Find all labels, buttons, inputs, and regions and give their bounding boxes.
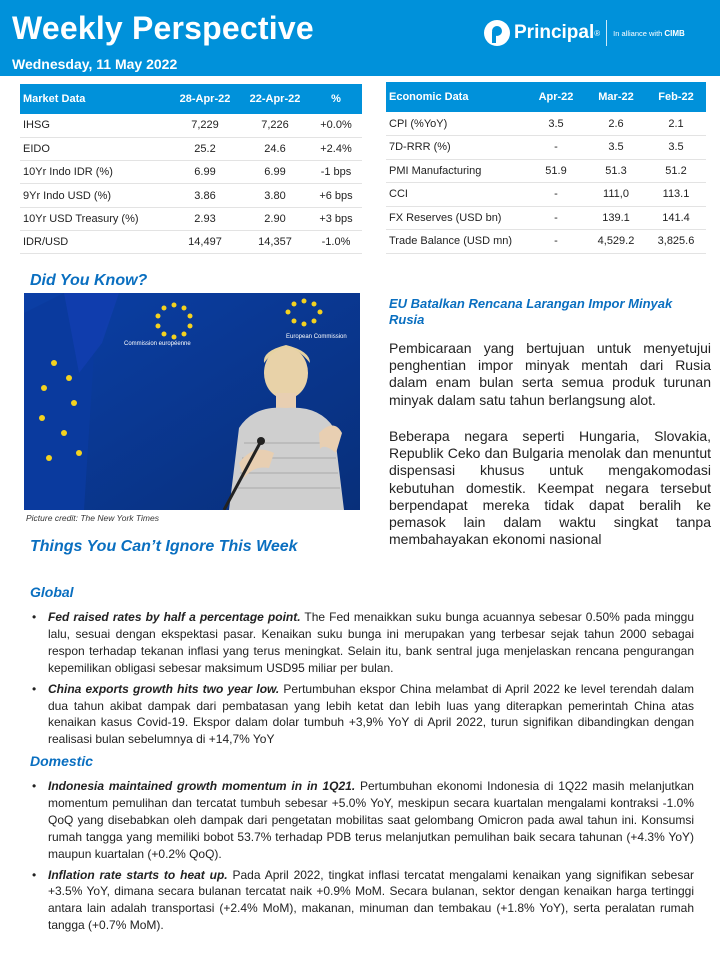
news-lead: Inflation rate starts to heat up. xyxy=(48,867,228,882)
principal-logo-icon xyxy=(484,20,510,46)
table-cell: -1 bps xyxy=(310,161,362,184)
global-heading: Global xyxy=(30,584,74,600)
photo-illustration xyxy=(24,293,360,510)
table-cell: 3.86 xyxy=(170,184,240,207)
table-cell: 2.90 xyxy=(240,207,310,230)
table-cell: 14,497 xyxy=(170,230,240,253)
table-cell: 6.99 xyxy=(240,161,310,184)
row-label: 9Yr Indo USD (%) xyxy=(20,184,170,207)
economic-data-table xyxy=(386,82,706,254)
article-paragraph-1: Pembicaraan yang bertujuan untuk menyetujui penghentian impor minyak mentah dari Rusia dalam enam bulan serta semua produk turunan minyak dalam satu tahun berlangsung alot. xyxy=(389,340,711,408)
table-cell: +0.0% xyxy=(310,114,362,137)
column-header: 22-Apr-22 xyxy=(240,84,310,114)
table-cell: 6.99 xyxy=(170,161,240,184)
news-body: The Fed menaikkan suku bunga acuannya sebesar 0.50% pada minggu lalu, sesuai dengan ekspektasi pasar. Kenaikan suku bunga ini merupakan yang terbesar sejak tahun 2000 sebagai respon terhadap tekanan inflasi yang terus meningkat. Selain itu, bank sentral juga menjelaskan rencana pengurangan kepemilikan obligasi sebesar maksimum USD95 miliar per bulan. xyxy=(48,610,694,675)
bullet-icon: • xyxy=(32,867,37,882)
list-item xyxy=(30,681,694,749)
column-header: Economic Data xyxy=(386,82,526,112)
table-cell: 3.5 xyxy=(526,112,586,136)
table-row xyxy=(20,184,362,207)
alliance-text: In alliance with xyxy=(613,28,663,38)
table-cell: +6 bps xyxy=(310,184,362,207)
domestic-news-list xyxy=(30,778,694,938)
partner-name: CIMB xyxy=(664,28,685,38)
row-label: 10Yr Indo IDR (%) xyxy=(20,161,170,184)
table-cell: - xyxy=(526,183,586,207)
table-cell: 2.1 xyxy=(646,112,706,136)
row-label: 10Yr USD Treasury (%) xyxy=(20,207,170,230)
table-cell: 113.1 xyxy=(646,183,706,207)
table-cell: 111,0 xyxy=(586,183,646,207)
logo-divider xyxy=(606,20,607,46)
table-cell: 139.1 xyxy=(586,206,646,230)
row-label: PMI Manufacturing xyxy=(386,159,526,183)
news-lead: China exports growth hits two year low. xyxy=(48,681,280,696)
backdrop-text-2: European Commission xyxy=(286,334,347,340)
article-paragraph-2: Beberapa negara seperti Hungaria, Slovakia, Republik Ceko dan Bulgaria menolak dan menuntut dispensasi khusus untuk mengakomodasi kebutuhan domestik. Keempat negara tersebut berpendapat mereka tidak dapat beralih ke pemasok lain dalam waktu singkat tanpa membahayakan ekonomi nasional xyxy=(389,428,711,548)
row-label: EIDO xyxy=(20,137,170,160)
table-cell: - xyxy=(526,136,586,160)
table-cell: 14,357 xyxy=(240,230,310,253)
column-header: Market Data xyxy=(20,84,170,114)
table-row xyxy=(20,230,362,253)
column-header: % xyxy=(310,84,362,114)
row-label: CCI xyxy=(386,183,526,207)
table-cell: 3,825.6 xyxy=(646,230,706,254)
bullet-icon: • xyxy=(32,779,37,793)
news-body: Pertumbuhan ekspor China melambat di April 2022 ke level terendah dalam dua tahun akibat dampak dari pembatasan yang lebih ketat dan lebih luas yang diterapkan pemerintah China atas kenaikan kasus Covid-19. Ekspor dalam dolar tumbuh +3,9% YoY di April 2022, turun signifikan dibandingkan dengan realisasi bulan sebelumnya di +14,7% YoY xyxy=(48,681,694,747)
bullet-icon: • xyxy=(32,610,37,624)
column-header: 28-Apr-22 xyxy=(170,84,240,114)
row-label: 7D-RRR (%) xyxy=(386,136,526,160)
article-title: EU Batalkan Rencana Larangan Impor Minyak Rusia xyxy=(389,296,673,327)
table-cell: 24.6 xyxy=(240,137,310,160)
row-label: IHSG xyxy=(20,114,170,137)
table-cell: 3.5 xyxy=(586,136,646,160)
table-row xyxy=(386,230,706,254)
table-cell: - xyxy=(526,206,586,230)
did-you-know-heading: Did You Know? xyxy=(30,272,148,289)
news-lead: Indonesia maintained growth momentum in in 1Q21. xyxy=(48,779,356,793)
table-cell: 51.2 xyxy=(646,159,706,183)
table-cell: 2.6 xyxy=(586,112,646,136)
photo-credit: Picture credit: The New York Times xyxy=(26,513,159,523)
table-cell: 3.5 xyxy=(646,136,706,160)
market-data-table xyxy=(20,84,362,254)
table-header-row xyxy=(20,84,362,114)
column-header: Feb-22 xyxy=(646,82,706,112)
bullet-icon: • xyxy=(32,681,37,696)
registered-mark: ® xyxy=(594,28,601,38)
table-cell: 3.80 xyxy=(240,184,310,207)
brand-name: Principal xyxy=(514,22,595,43)
news-body: Pertumbuhan ekonomi Indonesia di 1Q22 masih melanjutkan momentum pemulihan dan tercatat tumbuh sebesar +5.0% YoY, meskipun secara kuartalan mengalami kontraksi -1.0% QoQ yang disebabkan oleh dampak dari pengetatan mobilitas saat gelombang Omicron pada awal tahun ini. Konsumsi rumah tangga yang memiliki bobot 53.7% terhadap PDB terus melanjutkan pemulihan baik secara tahunan (+4.3% YoY) maupun kuartalan (+0.2% QoQ). xyxy=(48,779,694,861)
list-item xyxy=(30,867,694,935)
table-cell: 4,529.2 xyxy=(586,230,646,254)
table-row xyxy=(386,136,706,160)
list-item xyxy=(30,778,694,863)
publication-date: Wednesday, 11 May 2022 xyxy=(12,56,178,72)
table-cell: 141.4 xyxy=(646,206,706,230)
news-lead: Fed raised rates by half a percentage point. xyxy=(48,610,301,624)
table-row xyxy=(20,137,362,160)
table-row xyxy=(386,112,706,136)
table-cell: +2.4% xyxy=(310,137,362,160)
row-label: IDR/USD xyxy=(20,230,170,253)
table-cell: 51.3 xyxy=(586,159,646,183)
row-label: CPI (%YoY) xyxy=(386,112,526,136)
table-cell: 7,226 xyxy=(240,114,310,137)
domestic-heading: Domestic xyxy=(30,753,94,769)
table-cell: 51.9 xyxy=(526,159,586,183)
table-cell: +3 bps xyxy=(310,207,362,230)
table-cell: 2.93 xyxy=(170,207,240,230)
news-photo xyxy=(24,293,360,510)
table-row xyxy=(386,183,706,207)
row-label: FX Reserves (USD bn) xyxy=(386,206,526,230)
table-header-row xyxy=(386,82,706,112)
table-row xyxy=(386,159,706,183)
table-row xyxy=(386,206,706,230)
list-item xyxy=(30,609,694,677)
table-row xyxy=(20,114,362,137)
table-cell: - xyxy=(526,230,586,254)
table-cell: -1.0% xyxy=(310,230,362,253)
page-header xyxy=(0,0,720,76)
column-header: Apr-22 xyxy=(526,82,586,112)
column-header: Mar-22 xyxy=(586,82,646,112)
row-label: Trade Balance (USD mn) xyxy=(386,230,526,254)
table-cell: 25.2 xyxy=(170,137,240,160)
table-row xyxy=(20,207,362,230)
page-title: Weekly Perspective xyxy=(12,10,314,46)
backdrop-text-1: Commission européenne xyxy=(124,341,191,347)
things-heading: Things You Can’t Ignore This Week xyxy=(30,538,298,555)
principal-logo xyxy=(484,20,685,46)
news-body: Pada April 2022, tingkat inflasi tercatat mengalami kenaikan yang signifikan sebesar +3.5% YoY, dimana secara bulanan tercatat naik +0.9% MoM. Secara bulanan, sektor dengan kenaikan harga tertinggi antara lain adalah transportasi (+2.4% MoM), makanan, minuman dan tembakau (+1.8% YoY), serta peralatan rumah tangga (+0.7% MoM). xyxy=(48,867,694,933)
table-cell: 7,229 xyxy=(170,114,240,137)
global-news-list xyxy=(30,609,694,752)
table-row xyxy=(20,161,362,184)
